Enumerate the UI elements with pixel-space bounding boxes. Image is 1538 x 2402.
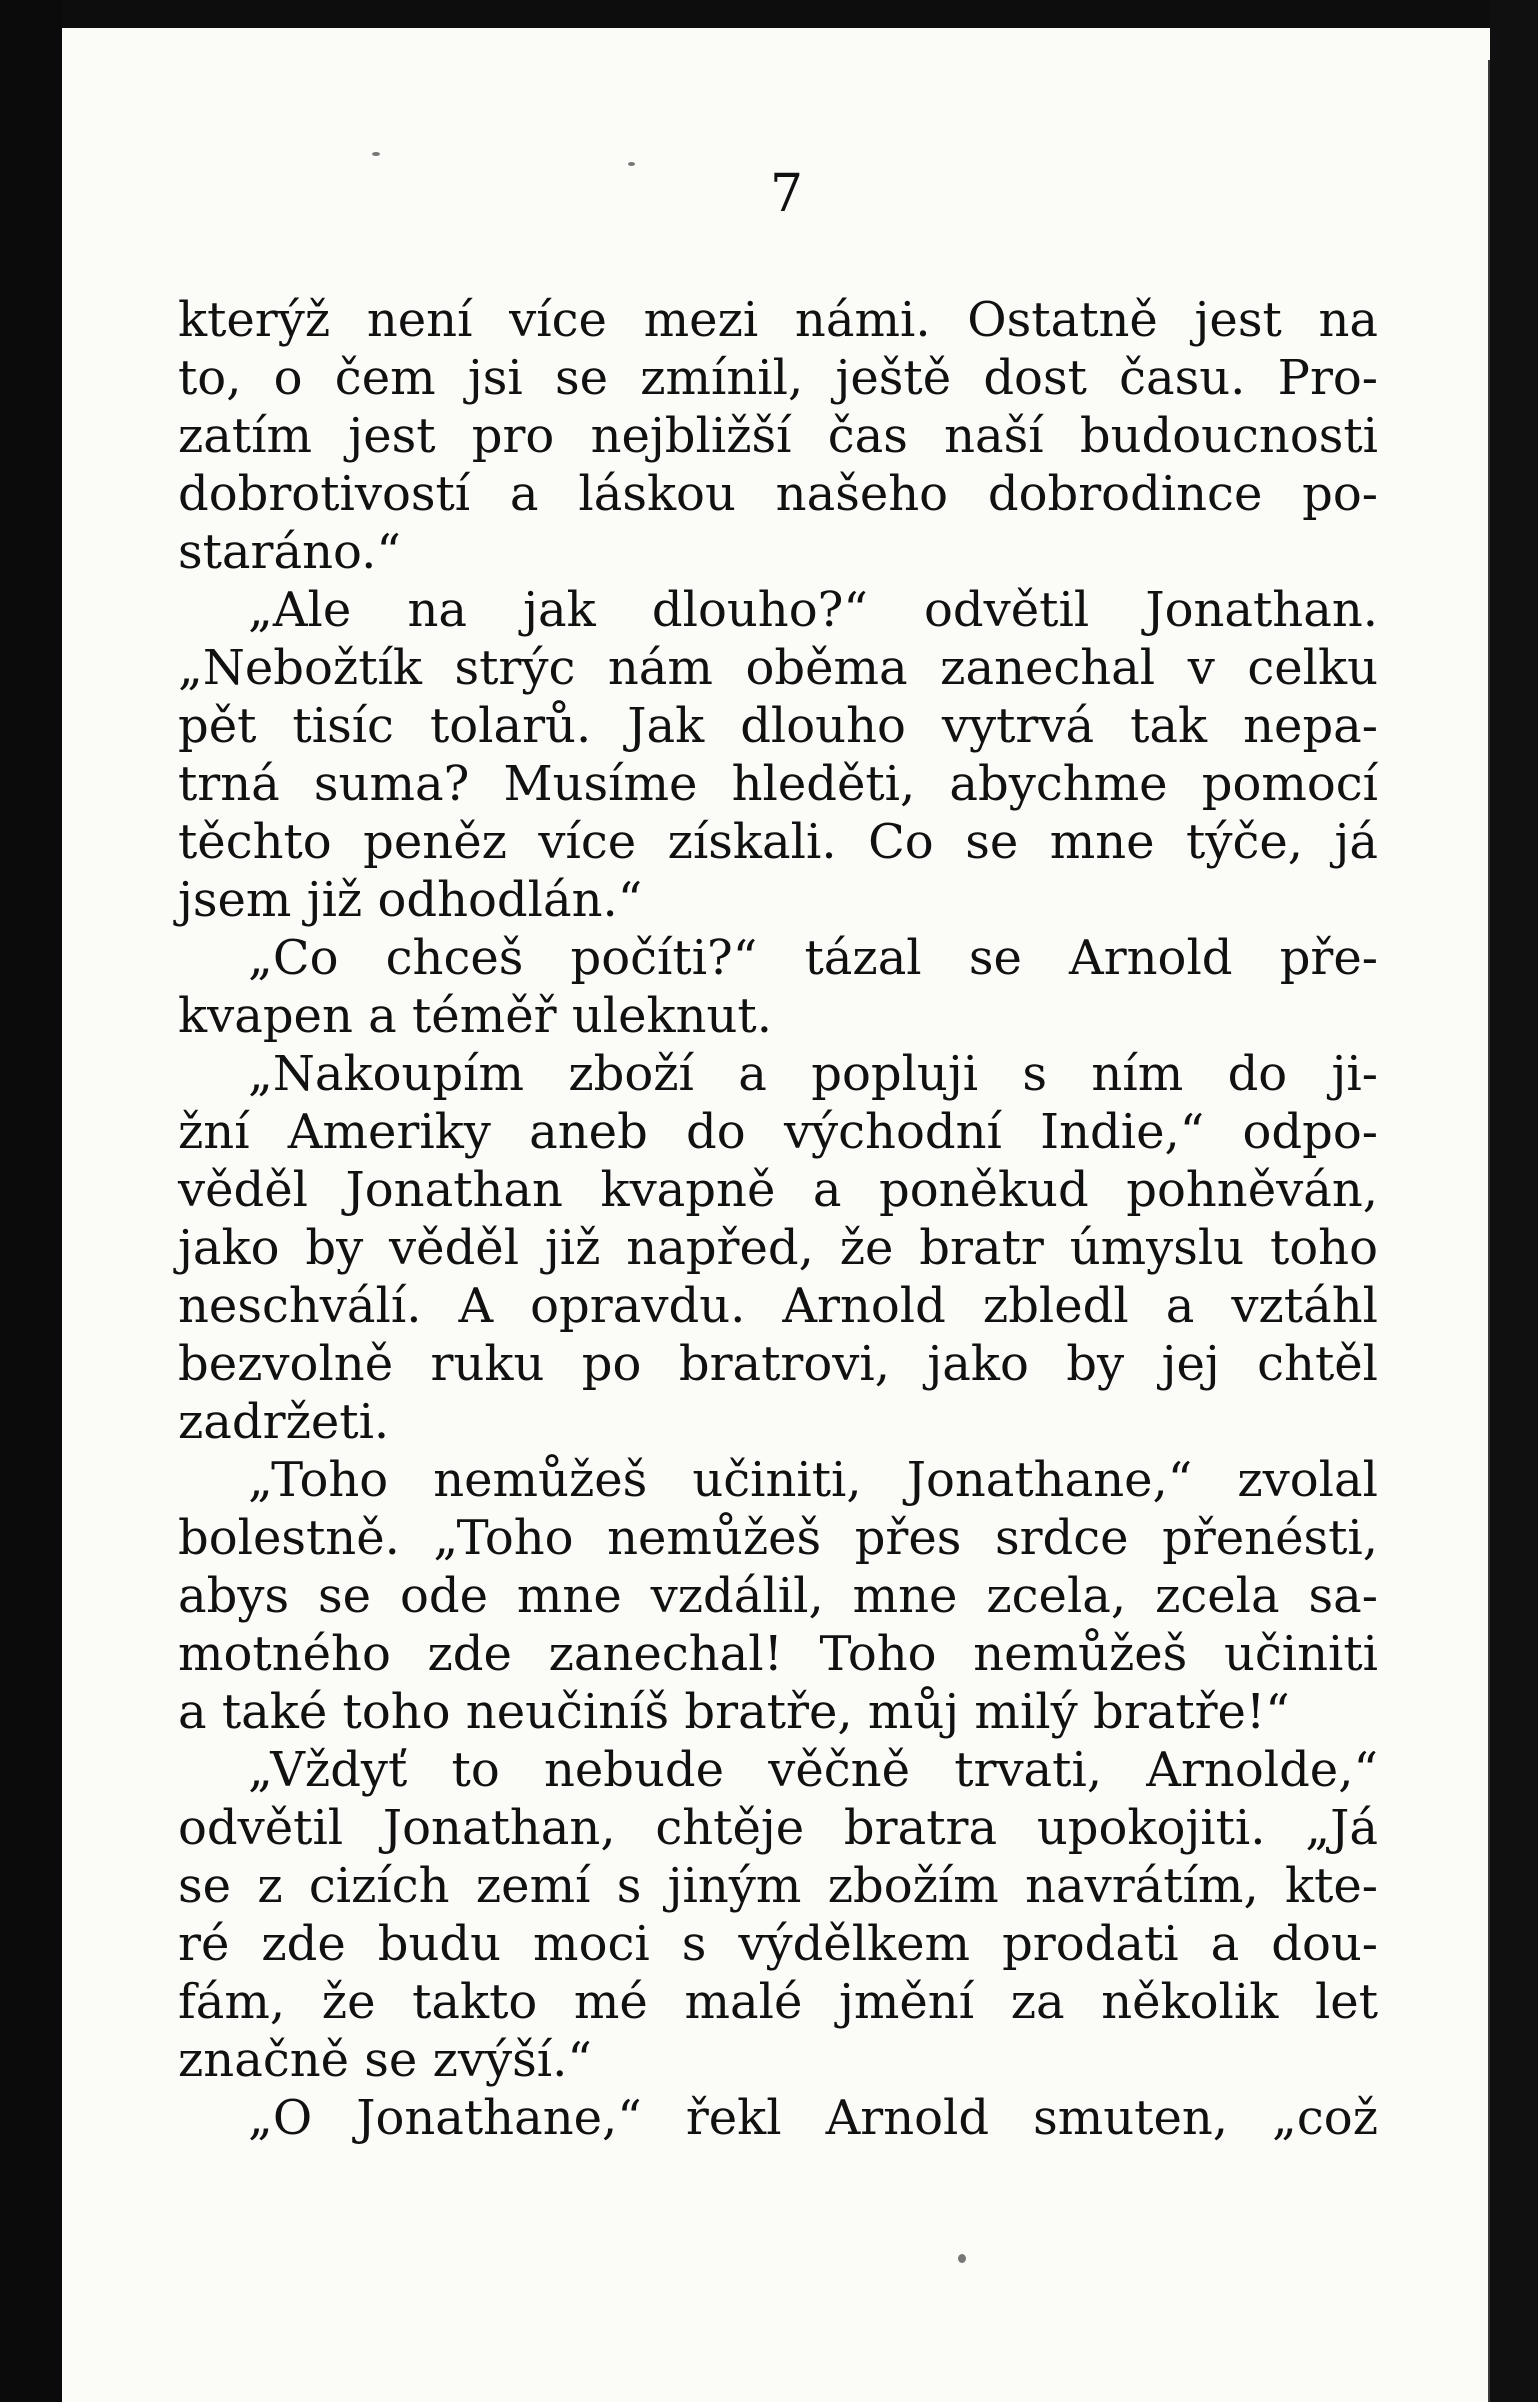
text-line: věděl Jonathan kvapně a poněkud pohněván, (178, 1162, 1378, 1218)
scan-left-border (0, 0, 62, 2402)
text-line: kterýž není více mezi námi. Ostatně jest na (178, 292, 1378, 348)
page-edge-line (1488, 60, 1490, 2402)
scan-speck (628, 162, 635, 166)
text-line: trná suma? Musíme hleděti, abychme pomocí (178, 756, 1378, 812)
text-line: kvapen a téměř uleknut. (178, 988, 772, 1044)
scan-speck (372, 152, 380, 156)
text-line: „O Jonathane,“ řekl Arnold smuten, „což (248, 2090, 1378, 2146)
text-line: jsem již odhodlán.“ (178, 872, 643, 928)
text-line: to, o čem jsi se zmínil, ještě dost času. Pro- (178, 350, 1378, 406)
text-line: neschválí. A opravdu. Arnold zbledl a vztáhl (178, 1278, 1378, 1334)
scan-right-border (1490, 0, 1538, 2402)
text-line: „Nakoupím zboží a popluji s ním do ji- (248, 1046, 1378, 1102)
text-line: těchto peněz více získali. Co se mne týče, já (178, 814, 1378, 870)
text-line: zatím jest pro nejbližší čas naší budoucnosti (178, 408, 1378, 464)
text-line: se z cizích zemí s jiným zbožím navrátím, kte- (178, 1858, 1378, 1914)
text-line: bezvolně ruku po bratrovi, jako by jej chtěl (178, 1336, 1378, 1392)
text-line: „Co chceš počíti?“ tázal se Arnold pře- (248, 930, 1378, 986)
text-line: dobrotivostí a láskou našeho dobrodince po- (178, 466, 1378, 522)
text-line: bolestně. „Toho nemůžeš přes srdce přenésti, (178, 1510, 1378, 1566)
text-line: pět tisíc tolarů. Jak dlouho vytrvá tak nepa- (178, 698, 1378, 754)
text-line: odvětil Jonathan, chtěje bratra upokojiti. „Já (178, 1800, 1378, 1856)
text-line: „Vždyť to nebude věčně trvati, Arnolde,“ (248, 1742, 1378, 1798)
text-line: motného zde zanechal! Toho nemůžeš učiniti (178, 1626, 1378, 1682)
scan-top-border (0, 0, 1538, 28)
text-line: abys se ode mne vzdálil, mne zcela, zcela sa- (178, 1568, 1378, 1624)
text-line: značně se zvýší.“ (178, 2032, 592, 2088)
page-number: 7 (770, 164, 804, 224)
text-line: jako by věděl již napřed, že bratr úmyslu toho (178, 1220, 1378, 1276)
text-line: „Ale na jak dlouho?“ odvětil Jonathan. (248, 582, 1378, 638)
text-line: ré zde budu moci s výdělkem prodati a dou- (178, 1916, 1378, 1972)
text-line: staráno.“ (178, 524, 401, 580)
text-line: „Toho nemůžeš učiniti, Jonathane,“ zvolal (248, 1452, 1378, 1508)
scan-speck (958, 2254, 966, 2263)
text-line: a také toho neučiníš bratře, můj milý bratře!“ (178, 1684, 1290, 1740)
text-line: fám, že takto mé malé jmění za několik let (178, 1974, 1378, 2030)
text-line: zadržeti. (178, 1394, 390, 1450)
text-line: žní Ameriky aneb do východní Indie,“ odpo- (178, 1104, 1378, 1160)
text-line: „Nebožtík strýc nám oběma zanechal v celku (178, 640, 1378, 696)
